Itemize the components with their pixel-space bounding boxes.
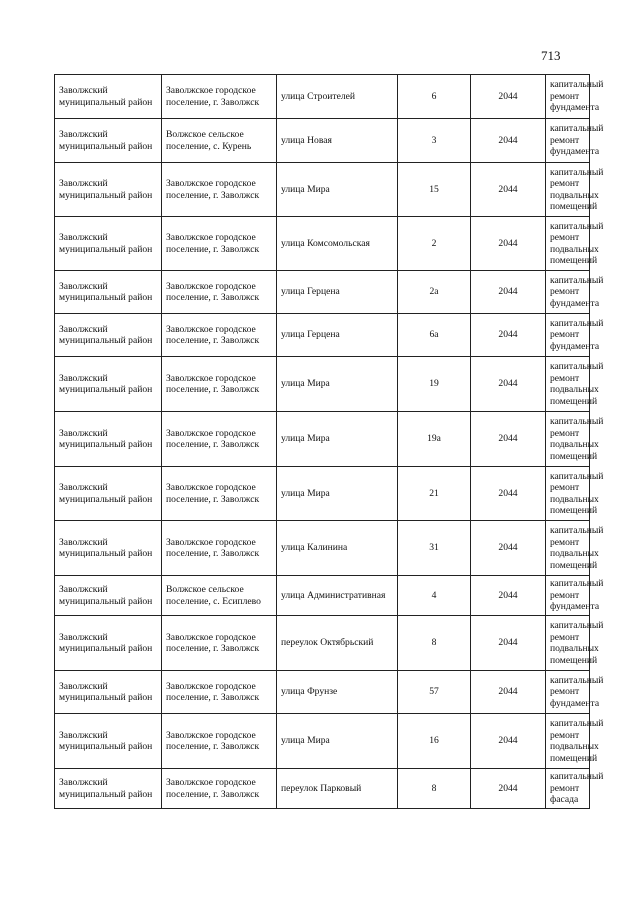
street-cell: улица Мира	[277, 163, 398, 217]
settlement-cell: Заволжское городское поселение, г. Заволжск	[162, 314, 277, 357]
street-cell: улица Фрунзе	[277, 671, 398, 714]
house-number-cell: 2	[398, 217, 471, 271]
year-cell: 2044	[471, 671, 546, 714]
table-row	[55, 119, 590, 163]
table-row	[55, 314, 590, 357]
work-type-cell: капитальный ремонт подвальных помещений	[546, 714, 590, 769]
district-cell: Заволжский муниципальный район	[55, 314, 162, 357]
work-type-cell: капитальный ремонт подвальных помещений	[546, 467, 590, 521]
table-row	[55, 576, 590, 616]
street-cell: улица Мира	[277, 467, 398, 521]
district-cell: Заволжский муниципальный район	[55, 467, 162, 521]
district-cell: Заволжский муниципальный район	[55, 271, 162, 314]
work-type-cell: капитальный ремонт фундамента	[546, 576, 590, 616]
house-number-cell: 4	[398, 576, 471, 616]
street-cell: улица Герцена	[277, 314, 398, 357]
district-cell: Заволжский муниципальный район	[55, 616, 162, 671]
table-row	[55, 75, 590, 119]
work-type-cell: капитальный ремонт фундамента	[546, 119, 590, 163]
street-cell: улица Мира	[277, 357, 398, 412]
district-cell: Заволжский муниципальный район	[55, 412, 162, 467]
table-row	[55, 467, 590, 521]
work-type-cell: капитальный ремонт подвальных помещений	[546, 412, 590, 467]
street-cell: улица Новая	[277, 119, 398, 163]
work-type-cell: капитальный ремонт подвальных помещений	[546, 357, 590, 412]
district-cell: Заволжский муниципальный район	[55, 576, 162, 616]
street-cell: переулок Октябрьский	[277, 616, 398, 671]
house-number-cell: 6а	[398, 314, 471, 357]
year-cell: 2044	[471, 217, 546, 271]
district-cell: Заволжский муниципальный район	[55, 357, 162, 412]
table-row	[55, 412, 590, 467]
table-row	[55, 521, 590, 576]
street-cell: улица Административная	[277, 576, 398, 616]
year-cell: 2044	[471, 314, 546, 357]
house-number-cell: 19а	[398, 412, 471, 467]
street-cell: улица Герцена	[277, 271, 398, 314]
settlement-cell: Заволжское городское поселение, г. Заволжск	[162, 412, 277, 467]
year-cell: 2044	[471, 271, 546, 314]
repair-schedule-table	[54, 74, 604, 809]
district-cell: Заволжский муниципальный район	[55, 521, 162, 576]
year-cell: 2044	[471, 467, 546, 521]
work-type-cell: капитальный ремонт фундамента	[546, 314, 590, 357]
district-cell: Заволжский муниципальный район	[55, 671, 162, 714]
settlement-cell: Заволжское городское поселение, г. Заволжск	[162, 671, 277, 714]
settlement-cell: Заволжское городское поселение, г. Заволжск	[162, 769, 277, 809]
table-row	[55, 217, 590, 271]
house-number-cell: 2а	[398, 271, 471, 314]
street-cell: улица Мира	[277, 714, 398, 769]
house-number-cell: 16	[398, 714, 471, 769]
district-cell: Заволжский муниципальный район	[55, 769, 162, 809]
settlement-cell: Заволжское городское поселение, г. Заволжск	[162, 163, 277, 217]
street-cell: улица Комсомольская	[277, 217, 398, 271]
table-row	[55, 671, 590, 714]
work-type-cell: капитальный ремонт фасада	[546, 769, 590, 809]
settlement-cell: Заволжское городское поселение, г. Заволжск	[162, 714, 277, 769]
work-type-cell: капитальный ремонт фундамента	[546, 271, 590, 314]
settlement-cell: Заволжское городское поселение, г. Заволжск	[162, 271, 277, 314]
year-cell: 2044	[471, 769, 546, 809]
work-type-cell: капитальный ремонт подвальных помещений	[546, 616, 590, 671]
work-type-cell: капитальный ремонт фундамента	[546, 75, 590, 119]
house-number-cell: 31	[398, 521, 471, 576]
street-cell: улица Калинина	[277, 521, 398, 576]
year-cell: 2044	[471, 714, 546, 769]
street-cell: улица Мира	[277, 412, 398, 467]
house-number-cell: 15	[398, 163, 471, 217]
settlement-cell: Заволжское городское поселение, г. Заволжск	[162, 616, 277, 671]
work-type-cell: капитальный ремонт фундамента	[546, 671, 590, 714]
page-number: 713	[541, 48, 561, 63]
year-cell: 2044	[471, 616, 546, 671]
year-cell: 2044	[471, 576, 546, 616]
district-cell: Заволжский муниципальный район	[55, 75, 162, 119]
settlement-cell: Заволжское городское поселение, г. Заволжск	[162, 521, 277, 576]
table-row	[55, 163, 590, 217]
year-cell: 2044	[471, 357, 546, 412]
district-cell: Заволжский муниципальный район	[55, 163, 162, 217]
house-number-cell: 6	[398, 75, 471, 119]
year-cell: 2044	[471, 75, 546, 119]
district-cell: Заволжский муниципальный район	[55, 714, 162, 769]
district-cell: Заволжский муниципальный район	[55, 217, 162, 271]
house-number-cell: 57	[398, 671, 471, 714]
settlement-cell: Волжское сельское поселение, с. Курень	[162, 119, 277, 163]
table-row	[55, 271, 590, 314]
work-type-cell: капитальный ремонт подвальных помещений	[546, 521, 590, 576]
settlement-cell: Заволжское городское поселение, г. Заволжск	[162, 357, 277, 412]
year-cell: 2044	[471, 412, 546, 467]
house-number-cell: 19	[398, 357, 471, 412]
work-type-cell: капитальный ремонт подвальных помещений	[546, 217, 590, 271]
house-number-cell: 3	[398, 119, 471, 163]
work-type-cell: капитальный ремонт подвальных помещений	[546, 163, 590, 217]
settlement-cell: Заволжское городское поселение, г. Заволжск	[162, 467, 277, 521]
settlement-cell: Заволжское городское поселение, г. Заволжск	[162, 217, 277, 271]
table-body	[55, 75, 604, 809]
table-row	[55, 769, 590, 809]
settlement-cell: Волжское сельское поселение, с. Есиплево	[162, 576, 277, 616]
year-cell: 2044	[471, 163, 546, 217]
year-cell: 2044	[471, 521, 546, 576]
district-cell: Заволжский муниципальный район	[55, 119, 162, 163]
house-number-cell: 8	[398, 616, 471, 671]
street-cell: улица Строителей	[277, 75, 398, 119]
settlement-cell: Заволжское городское поселение, г. Заволжск	[162, 75, 277, 119]
house-number-cell: 8	[398, 769, 471, 809]
table-row	[55, 616, 590, 671]
table-row	[55, 357, 590, 412]
table-row	[55, 714, 590, 769]
year-cell: 2044	[471, 119, 546, 163]
house-number-cell: 21	[398, 467, 471, 521]
street-cell: переулок Парковый	[277, 769, 398, 809]
